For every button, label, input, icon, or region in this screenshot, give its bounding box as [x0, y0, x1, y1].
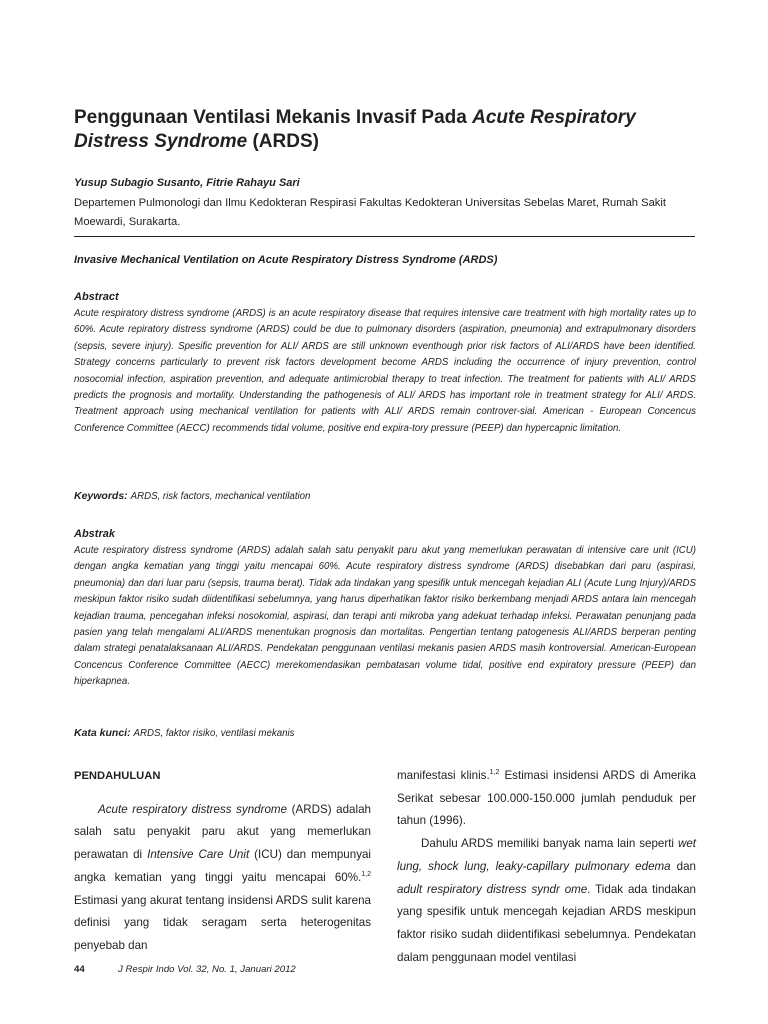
italic-term: Intensive Care Unit — [147, 848, 250, 862]
text: dan — [670, 859, 696, 873]
abstract-heading: Abstract — [74, 291, 119, 303]
kata-kunci-value: ARDS, faktor risiko, ventilasi mekanis — [133, 728, 295, 739]
english-title: Invasive Mechanical Ventilation on Acute Respiratory Distress Syndrome (ARDS) — [74, 254, 498, 266]
abstract-body: Acute respiratory distress syndrome (ARDS) is an acute respiratory disease that requires intensive care treatment with high mortality rates up to 60%. Acute repiratory distress syndrome (ARDS) could be due to pulmonary disorders (aspiration, pneumonia) and extrapulmonary disorders (sepsis, severe injury). Spesific prevention for ALI/ ARDS are still unknown eventhough prior risk factors of ALI/ARDS have been identified. Strategy concerns particularly to prevent risk factors development become ARDS including the occurrence of injury prevention, control nosocomial infection, aspiration prevention, and adequate antimicrobial therapy to treat infection. The treatment for patients with ALI/ ARDS predicts the prognosis and mortality. Understanding the pathogenesis of ALI/ ARDS has important role in treatment strategy for ALI/ ARDS. Treatment approach using mechanical ventilation for patients with ALI/ ARDS remain controver-sial. American - European Concencus Conference Committee (AECC) recommends tidal volume, positive end expira-tory pressure (PEEP) dan hypercapnic limitation. — [74, 308, 696, 434]
kata-kunci-label: Kata kunci: — [74, 727, 131, 739]
italic-term: Acute respiratory distress syndrome — [98, 802, 288, 816]
paragraph — [74, 799, 371, 958]
text: . Tidak ada tindakan yang spesifik untuk mencegah kejadian ARDS meskipun faktor risiko sudah diidentifikasi sebelumnya. Pendekatan dalam penggunaan model ventilasi — [397, 882, 696, 964]
title-text: Penggunaan Ventilasi Mekanis Invasif Pada — [74, 107, 473, 128]
abstrak-heading: Abstrak — [74, 528, 115, 540]
text: (ARDS) adalah salah satu penyakit paru akut yang memerlukan perawatan di — [74, 802, 371, 862]
text: manifestasi klinis. — [397, 769, 490, 782]
keywords — [74, 490, 310, 502]
right-column — [397, 765, 696, 969]
text: (ICU) dan mempunyai angka kematian yang tinggi yaitu mencapai 60%. — [74, 848, 372, 884]
kata-kunci — [74, 727, 295, 739]
paragraph — [397, 765, 696, 833]
keywords-value: ARDS, risk factors, mechanical ventilation — [130, 491, 311, 502]
affiliation: Departemen Pulmonologi dan Ilmu Kedokteran Respirasi Fakultas Kedokteran Universitas Sebelas Maret, Rumah Sakit Moewardi, Surakarta. — [74, 197, 666, 228]
title-text: (ARDS) — [247, 131, 319, 152]
citation: 1,2 — [489, 769, 500, 777]
divider — [74, 236, 695, 237]
authors: Yusup Subagio Susanto, Fitrie Rahayu Sari — [74, 177, 300, 189]
abstrak-body: Acute respiratory distress syndrome (ARDS) adalah salah satu penyakit paru akut yang memerlukan perawatan di intensive care unit (ICU) dengan angka kematian yang tinggi yaitu mencapai 60%. Acute respiratory distress syndrome (ARDS) disebabkan dari paru (aspirasi, pneumonia) dan dari luar paru (sepsis, trauma berat). Tidak ada tindakan yang spesifik untuk mencegah kejadian ALI (Acute Lung Injury)/ARDS meskipun faktor risiko sudah diidentifikasi sebelumnya, yang harus diperhatikan faktor risiko berkembang menjadi ARDS antara lain mencegah kejadian trauma, pencegahan infeksi nosokomial, aspirasi, dan terapi anti mikroba yang adekuat terhadap infeksi. Perawatan penunjang pada pasien yang telah mengalami ALI/ARDS menentukan prognosis dan mortalitas. Pengertian tentang patogenesis ALI/ARDS berperan penting dalam strategi penatalaksanaan ALI/ARDS. Pendekatan penggunaan ventilasi mekanis pasien ARDS masih kontroversial. American-European Concencus Conference Committee (AECC) merekomendasikan pembatasan volume tidal, positive end expiratory pressure (PEEP) dan hiperkapnea. — [74, 545, 696, 688]
italic-term: adult respiratory distress syndr ome — [397, 882, 588, 896]
italic-term: wet lung, shock lung, leaky-capillary pulmonary edema — [397, 837, 696, 873]
article-title — [74, 106, 694, 154]
title-italic: Distress Syndrome — [74, 131, 248, 152]
text: Estimasi yang akurat tentang insidensi ARDS sulit karena definisi yang tidak seragam serta heterogenitas penyebab dan — [74, 893, 371, 952]
section-heading: PENDAHULUAN — [74, 770, 161, 782]
left-column — [74, 765, 371, 958]
text: Estimasi insidensi ARDS di Amerika Serikat sebesar 100.000-150.000 jumlah penduduk per tahun (1996). — [397, 769, 696, 828]
journal-citation: J Respir Indo Vol. 32, No. 1, Januari 2012 — [118, 964, 296, 975]
title-italic: Acute Respiratory — [472, 107, 636, 128]
citation: 1,2 — [361, 870, 371, 878]
page-number: 44 — [74, 964, 85, 975]
paragraph — [397, 833, 696, 969]
keywords-label: Keywords: — [74, 490, 128, 502]
text: Dahulu ARDS memiliki banyak nama lain seperti — [421, 837, 678, 851]
